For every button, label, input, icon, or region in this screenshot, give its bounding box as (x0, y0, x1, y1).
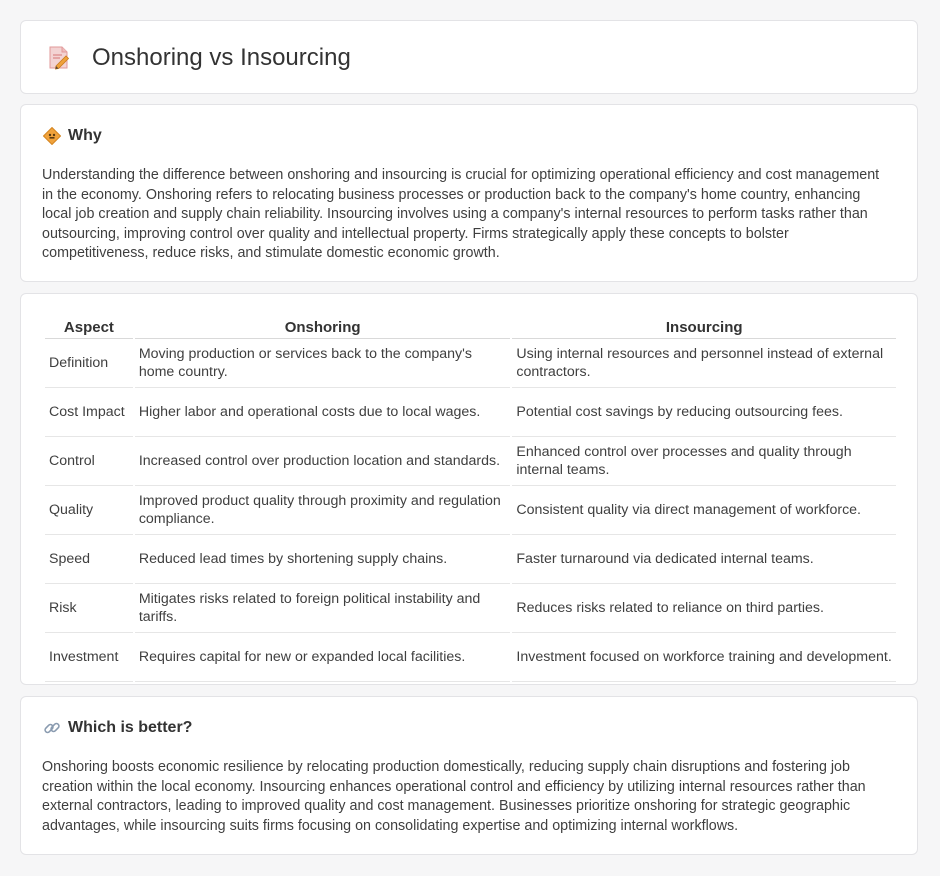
table-header-row (45, 316, 896, 339)
better-heading-row (43, 719, 192, 737)
insourcing-cell: Using internal resources and personnel instead of external contractors. (512, 339, 896, 388)
title-card (20, 20, 918, 94)
table-row (45, 388, 896, 437)
aspect-cell: Definition (45, 339, 133, 388)
why-heading-row (43, 127, 102, 145)
comparison-table (43, 316, 898, 682)
comparison-section (20, 293, 918, 685)
aspect-cell: Investment (45, 633, 133, 682)
why-heading: Why (68, 127, 102, 144)
why-text: Understanding the difference between onshoring and insourcing is crucial for optimizing operational efficiency and cost management in the economy. Onshoring refers to relocating business processes or production back to the company's home country, enhancing local job creation and supply chain reliability. Insourcing involves using a company's internal resources to perform tasks rather than outsourcing, improving control over quality and intellectual property. Firms strategically apply these concepts to bolster competitiveness, reduce risks, and stimulate domestic economic growth. (42, 167, 880, 262)
table-row (45, 339, 896, 388)
page-title: Onshoring vs Insourcing (92, 44, 351, 71)
aspect-cell: Risk (45, 584, 133, 633)
why-section (20, 104, 918, 282)
table-row (45, 437, 896, 486)
table-row (45, 633, 896, 682)
insourcing-cell: Enhanced control over processes and quality through internal teams. (512, 437, 896, 486)
column-header-onshoring: Onshoring (135, 316, 511, 339)
onshoring-cell: Requires capital for new or expanded local facilities. (135, 633, 511, 682)
which-is-better-section (20, 696, 918, 855)
onshoring-cell: Improved product quality through proximity and regulation compliance. (135, 486, 511, 535)
insourcing-cell: Consistent quality via direct management of workforce. (512, 486, 896, 535)
insourcing-cell: Faster turnaround via dedicated internal teams. (512, 535, 896, 584)
better-text: Onshoring boosts economic resilience by relocating production domestically, reducing supply chain disruptions and fostering job creation within the local economy. Insourcing enhances operational control and efficiency by utilizing internal resources rather than external contractors, leading to improved quality and cost management. Businesses prioritize onshoring for strategic geographic advantages, while insourcing suits firms focusing on consolidating expertise and optimizing internal workflows. (42, 759, 866, 834)
better-heading: Which is better? (68, 719, 193, 736)
onshoring-cell: Mitigates risks related to foreign political instability and tariffs. (135, 584, 511, 633)
link-icon (43, 719, 61, 737)
table-row (45, 486, 896, 535)
onshoring-cell: Reduced lead times by shortening supply chains. (135, 535, 511, 584)
aspect-cell: Speed (45, 535, 133, 584)
insourcing-cell: Reduces risks related to reliance on third parties. (512, 584, 896, 633)
aspect-cell: Cost Impact (45, 388, 133, 437)
table-row (45, 584, 896, 633)
insourcing-cell: Potential cost savings by reducing outsourcing fees. (512, 388, 896, 437)
column-header-aspect: Aspect (45, 316, 133, 339)
table-row (45, 535, 896, 584)
document-pencil-icon (47, 45, 71, 71)
onshoring-cell: Higher labor and operational costs due to local wages. (135, 388, 511, 437)
onshoring-cell: Increased control over production location and standards. (135, 437, 511, 486)
column-header-insourcing: Insourcing (512, 316, 896, 339)
diamond-sign-icon (43, 127, 61, 145)
aspect-cell: Control (45, 437, 133, 486)
onshoring-cell: Moving production or services back to the company's home country. (135, 339, 511, 388)
insourcing-cell: Investment focused on workforce training and development. (512, 633, 896, 682)
aspect-cell: Quality (45, 486, 133, 535)
